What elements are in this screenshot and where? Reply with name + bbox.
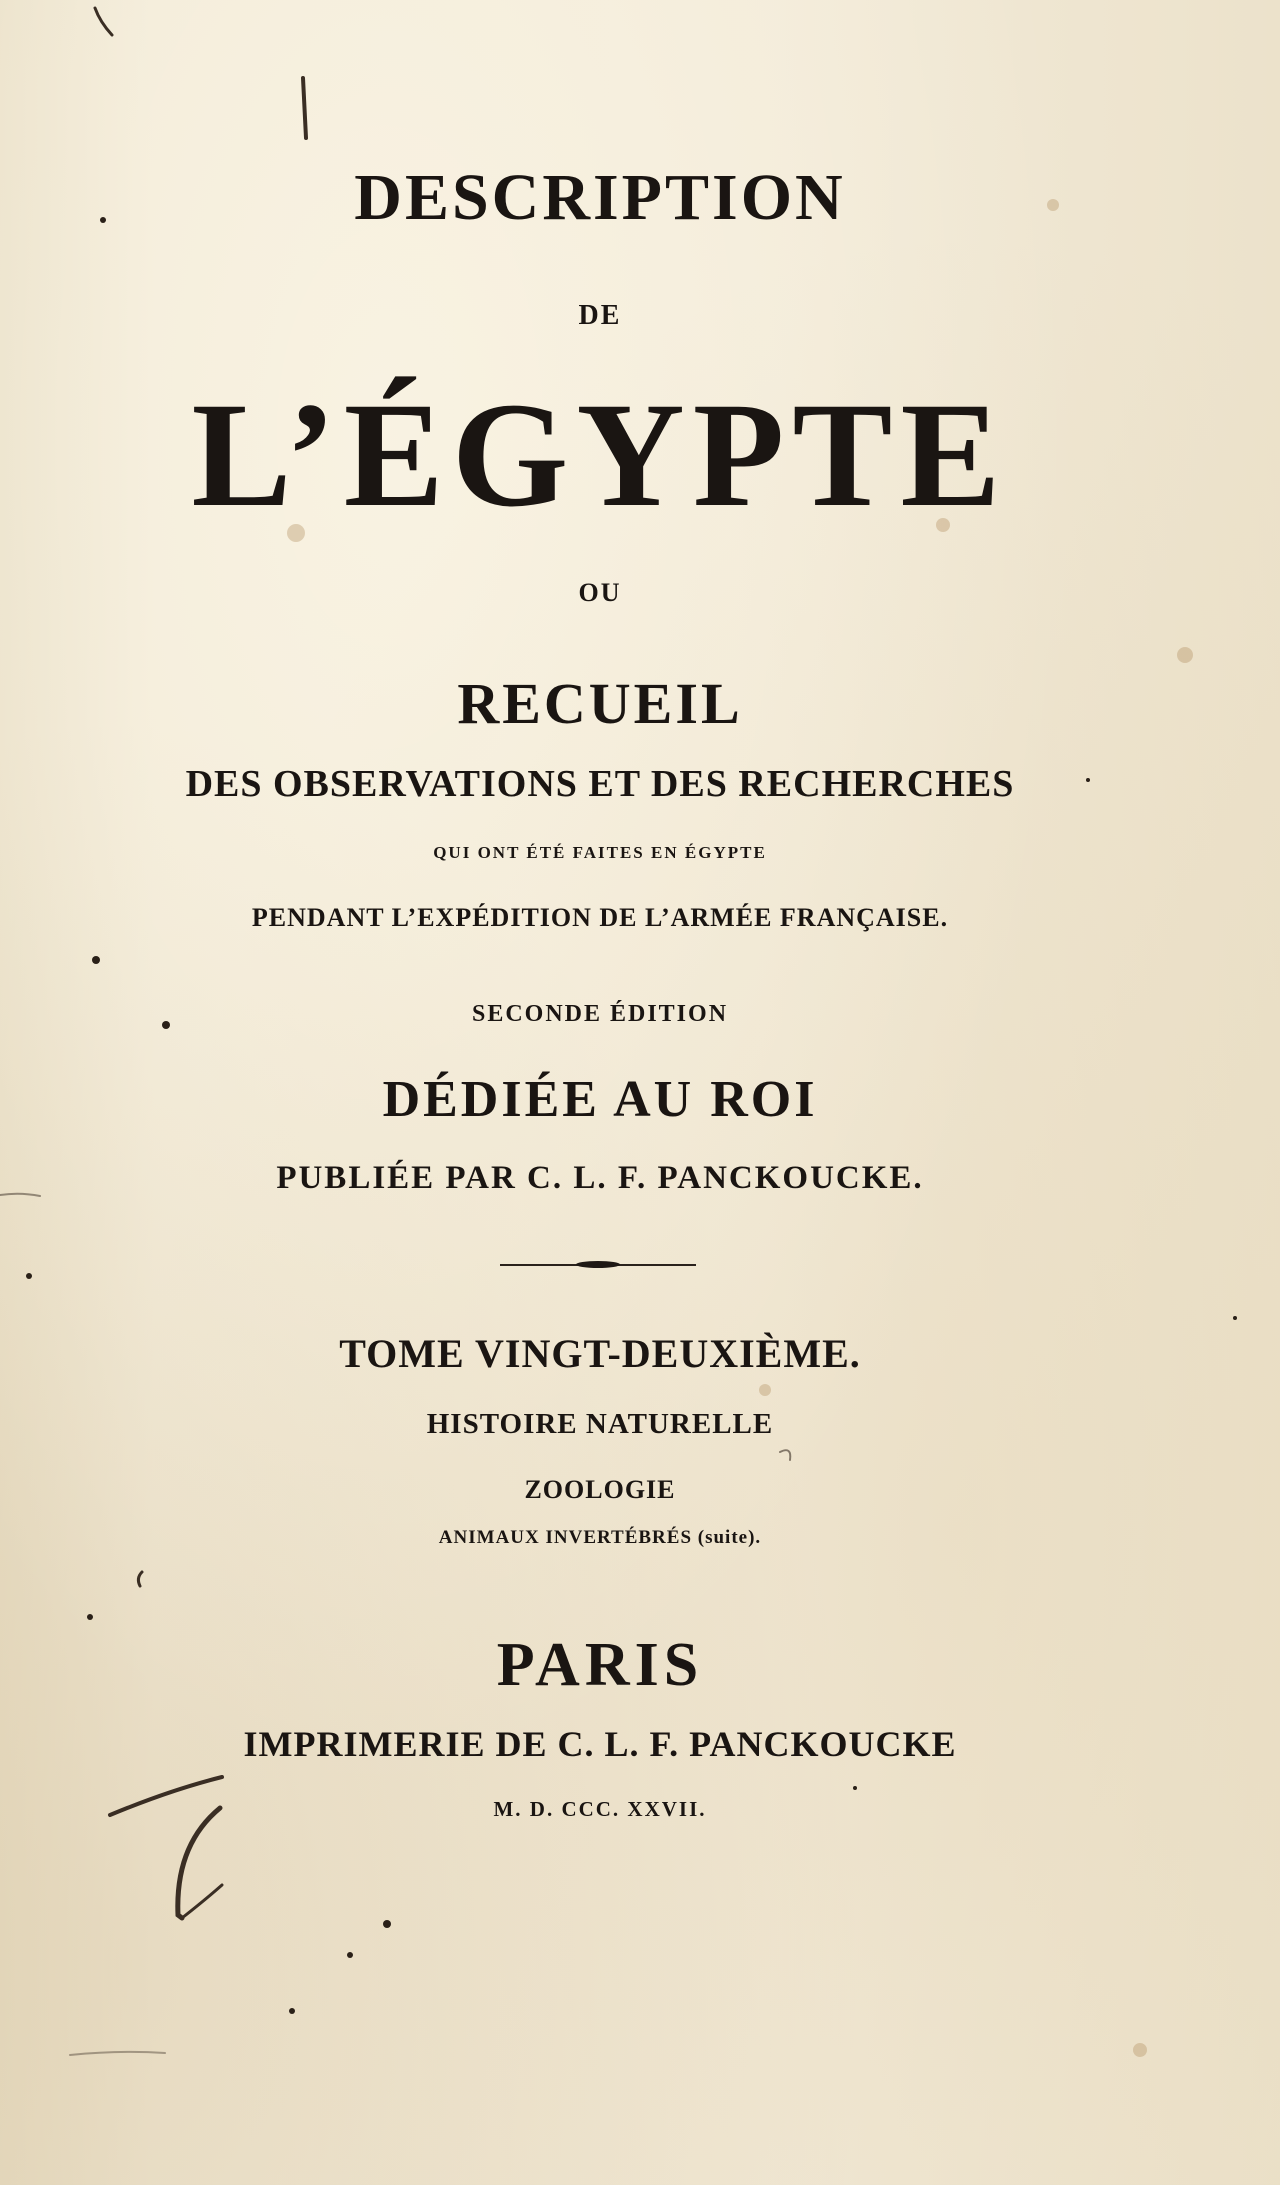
- imprint-city: PARIS: [496, 1631, 704, 1699]
- ink-speck: [1233, 1316, 1237, 1320]
- ink-speck: [347, 1952, 353, 1958]
- edition-label: SECONDE ÉDITION: [471, 1001, 729, 1027]
- title-de: DE: [578, 300, 622, 331]
- volume-number: TOME VINGT-DEUXIÈME.: [339, 1331, 861, 1376]
- subtitle-recueil: RECUEIL: [457, 671, 743, 736]
- foxing-spot: [1133, 2043, 1147, 2057]
- title-egypte: L’ÉGYPTE: [191, 372, 1009, 538]
- section-animaux: ANIMAUX INVERTÉBRÉS (suite).: [438, 1527, 762, 1548]
- foxing-spot: [759, 1384, 771, 1396]
- ink-speck: [853, 1786, 857, 1790]
- ink-speck: [92, 956, 100, 964]
- handwritten-mark: [182, 1885, 222, 1918]
- section-zoologie: ZOOLOGIE: [524, 1475, 676, 1504]
- pencil-mark: [70, 2052, 165, 2055]
- ornamental-rule-center: [576, 1261, 620, 1268]
- section-histoire: HISTOIRE NATURELLE: [426, 1408, 774, 1440]
- pencil-mark: [780, 1450, 790, 1460]
- title-description: DESCRIPTION: [354, 161, 846, 234]
- subtitle-qui-ont: QUI ONT ÉTÉ FAITES EN ÉGYPTE: [433, 843, 767, 862]
- imprint-printer: IMPRIMERIE DE C. L. F. PANCKOUCKE: [243, 1724, 957, 1764]
- title-ou: OU: [578, 578, 622, 607]
- ink-speck: [26, 1273, 32, 1279]
- subtitle-pendant: PENDANT L’EXPÉDITION DE L’ARMÉE FRANÇAISE.: [251, 903, 949, 932]
- foxing-spot: [1177, 647, 1193, 663]
- imprint-date: M. D. CCC. XXVII.: [493, 1797, 707, 1821]
- ink-speck: [383, 1920, 391, 1928]
- pencil-mark: [95, 8, 112, 35]
- dedication: DÉDIÉE AU ROI: [382, 1071, 818, 1128]
- pencil-mark: [138, 1572, 142, 1586]
- ink-speck: [87, 1614, 93, 1620]
- pencil-mark: [303, 78, 306, 138]
- publisher-line: PUBLIÉE PAR C. L. F. PANCKOUCKE.: [276, 1160, 924, 1196]
- ink-speck: [289, 2008, 295, 2014]
- handwritten-mark: [178, 1808, 220, 1918]
- subtitle-observations: DES OBSERVATIONS ET DES RECHERCHES: [185, 763, 1015, 805]
